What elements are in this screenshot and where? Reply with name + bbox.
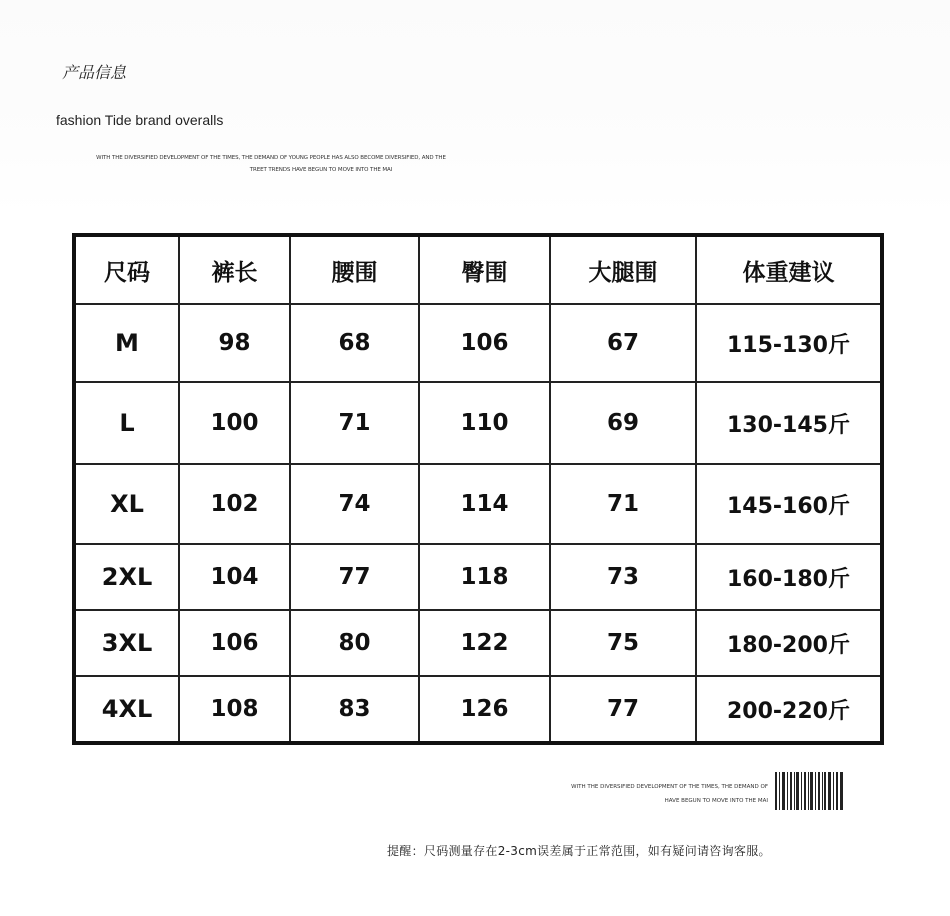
weight-cell: 130-145斤 [696,382,882,464]
hip-cell: 122 [419,610,550,676]
weight-cell: 115-130斤 [696,304,882,382]
table-row [74,544,882,610]
footer-tagline-line1: WITH THE DIVERSIFIED DEVELOPMENT OF THE TIMES, THE DEMAND OF [571,784,768,790]
footer-tagline-line2: HAVE BEGUN TO MOVE INTO THE MAI [664,798,768,804]
waist-cell: 74 [290,464,419,544]
waist-cell: 80 [290,610,419,676]
length-cell: 104 [179,544,290,610]
weight-cell: 200-220斤 [696,676,882,743]
header-pants-length: 裤长 [179,235,290,304]
table-row [74,304,882,382]
weight-cell: 145-160斤 [696,464,882,544]
length-cell: 98 [179,304,290,382]
size-chart-table [72,233,884,745]
length-cell: 106 [179,610,290,676]
waist-cell: 68 [290,304,419,382]
header-hip: 臀围 [419,235,550,304]
thigh-cell: 67 [550,304,696,382]
thigh-cell: 71 [550,464,696,544]
header-weight-advice: 体重建议 [696,235,882,304]
hip-cell: 126 [419,676,550,743]
length-cell: 108 [179,676,290,743]
header-waist: 腰围 [290,235,419,304]
header-band [0,0,950,215]
header-tagline-line1: WITH THE DIVERSIFIED DEVELOPMENT OF THE TIMES, THE DEMAND OF YOUNG PEOPLE HAS ALSO BECOME DIVERSIFIED, AND THE [96,155,446,161]
table-row [74,464,882,544]
thigh-cell: 75 [550,610,696,676]
weight-cell: 160-180斤 [696,544,882,610]
header-size: 尺码 [74,235,179,304]
table-header-row [74,235,882,304]
waist-cell: 71 [290,382,419,464]
thigh-cell: 77 [550,676,696,743]
table-row [74,676,882,743]
size-cell: 2XL [74,544,179,610]
table-row [74,610,882,676]
measurement-note: 提醒：尺码测量存在2-3cm误差属于正常范围，如有疑问请咨询客服。 [387,844,771,858]
length-cell: 102 [179,464,290,544]
size-cell: 3XL [74,610,179,676]
barcode-icon [775,772,843,810]
size-cell: 4XL [74,676,179,743]
page-subtitle: fashion Tide brand overalls [56,112,224,128]
header-tagline [56,152,486,176]
size-cell: L [74,382,179,464]
header-tagline-line2: TREET TRENDS HAVE BEGUN TO MOVE INTO THE MAI [249,167,393,173]
footer-tagline [520,780,768,808]
hip-cell: 118 [419,544,550,610]
hip-cell: 114 [419,464,550,544]
page-title: 产品信息 [62,63,127,82]
thigh-cell: 73 [550,544,696,610]
header-thigh: 大腿围 [550,235,696,304]
size-cell: XL [74,464,179,544]
thigh-cell: 69 [550,382,696,464]
length-cell: 100 [179,382,290,464]
hip-cell: 110 [419,382,550,464]
hip-cell: 106 [419,304,550,382]
weight-cell: 180-200斤 [696,610,882,676]
table-row [74,382,882,464]
waist-cell: 83 [290,676,419,743]
waist-cell: 77 [290,544,419,610]
size-cell: M [74,304,179,382]
